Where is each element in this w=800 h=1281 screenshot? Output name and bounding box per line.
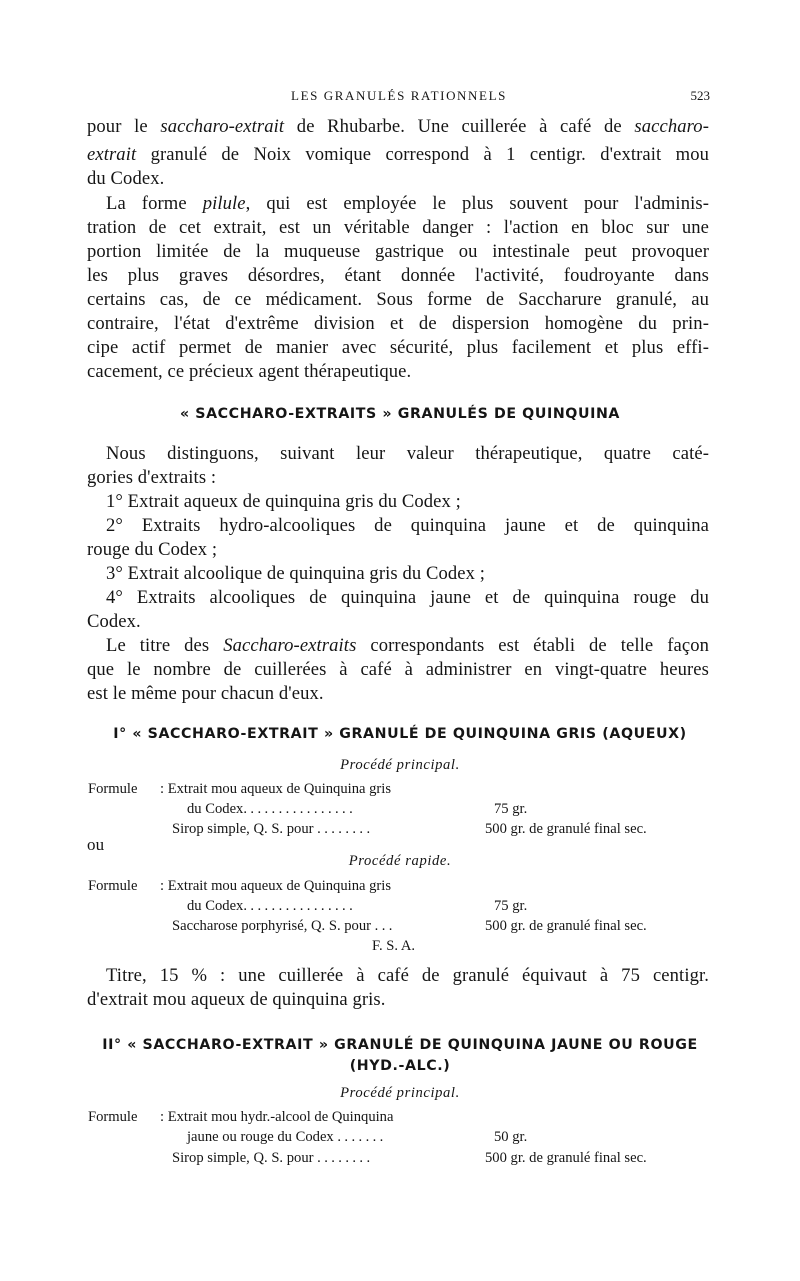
gris-titre-line-1: Titre, 15 % : une cuillerée à café de granulé équivaut à 75 centigr. [106,965,709,986]
ou-connector: ou [87,835,105,854]
category-item-1: 1° Extrait aqueux de quinquina gris du Codex ; [106,491,461,512]
gris-formula-1-line-1: : Extrait mou aqueux de Quinquina gris [160,781,392,797]
pilule-line-7: cipe actif permet de manier avec sécurité, plus facilement et plus effi- [87,337,709,358]
fsa-label: F. S. A. [372,938,416,954]
gris-formula-2-qty-1: 75 gr. [494,898,528,914]
jaune-heading-line-1: II° « SACCHARO-EXTRAIT » GRANULÉ DE QUINQUINA JAUNE OU ROUGE [102,1037,698,1053]
gris-formula-1-qty-2: 500 gr. de granulé final sec. [485,821,647,837]
gris-formula-1-line-3: Sirop simple, Q. S. pour ........ [172,821,374,837]
category-item-4a: 4° Extraits alcooliques de quinquina jaune et de quinquina rouge du [106,587,709,608]
jaune-formula-qty-1: 50 gr. [494,1129,528,1145]
pilule-line-2: tration de cet extrait, est un véritable danger : l'action en bloc sur une [87,217,709,238]
categories-line-1: Nous distinguons, suivant leur valeur thérapeutique, quatre caté- [106,443,709,464]
pilule-line-3: portion limitée de la muqueuse gastrique ou intestinale peut provoquer [87,241,709,262]
gris-formula-2-line-1: : Extrait mou aqueux de Quinquina gris [160,878,392,894]
gris-formule-label-1: Formule [88,781,138,797]
jaune-formula-line-1: : Extrait mou hydr.-alcool de Quinquina [160,1109,394,1125]
intro-line-3: du Codex. [87,168,165,189]
titre-line-1: Le titre des Saccharo-extraits correspondants est établi de telle façon [106,635,709,656]
gris-rapide-label: Procédé rapide. [348,853,452,869]
gris-principal-label: Procédé principal. [340,757,460,773]
pilule-line-5: certains cas, de ce médicament. Sous forme de Saccharure granulé, au [87,289,709,310]
gris-formule-label-2: Formule [88,878,138,894]
jaune-formula-line-2: jaune ou rouge du Codex ....... [187,1129,387,1145]
section-heading: « SACCHARO-EXTRAITS » GRANULÉS DE QUINQUINA [179,406,621,422]
category-item-2b: rouge du Codex ; [87,539,218,560]
gris-heading: I° « SACCHARO-EXTRAIT » GRANULÉ DE QUINQUINA GRIS (AQUEUX) [113,726,687,742]
page-header [88,88,710,110]
gris-titre-line-2: d'extrait mou aqueux de quinquina gris. [87,989,386,1010]
category-item-2a: 2° Extraits hydro-alcooliques de quinquina jaune et de quinquina [106,515,709,536]
pilule-line-4: les plus graves désordres, étant donnée l'activité, foudroyante dans [87,265,709,286]
gris-formula-1-line-2: du Codex................ [187,801,357,817]
jaune-formula-line-3: Sirop simple, Q. S. pour ........ [172,1150,374,1166]
gris-formula-2-qty-2: 500 gr. de granulé final sec. [485,918,647,934]
pilule-line-1: La forme pilule, qui est employée le plus souvent pour l'adminis- [106,193,709,214]
jaune-principal-label: Procédé principal. [340,1085,460,1101]
titre-line-2: que le nombre de cuillerées à café à administrer en vingt-quatre heures [87,659,709,680]
pilule-line-8: cacement, ce précieux agent thérapeutique. [87,361,412,382]
gris-formula-1-qty-1: 75 gr. [494,801,528,817]
intro-line-2: extrait granulé de Noix vomique correspond à 1 centigr. d'extrait mou [87,144,709,165]
jaune-heading-line-2: (HYD.-ALC.) [349,1058,451,1074]
page-number: 523 [690,88,710,103]
gris-formula-2-line-3: Saccharose porphyrisé, Q. S. pour ... [172,918,396,934]
categories-line-2: gories d'extraits : [87,467,217,488]
category-item-4b: Codex. [87,611,141,632]
jaune-formule-label: Formule [88,1109,138,1125]
pilule-line-6: contraire, l'état d'extrême division et de dispersion homogène du prin- [87,313,709,334]
category-item-3: 3° Extrait alcoolique de quinquina gris du Codex ; [106,563,486,584]
titre-line-3: est le même pour chacun d'eux. [87,683,324,704]
running-title: LES GRANULÉS RATIONNELS [291,88,507,103]
gris-formula-2-line-2: du Codex................ [187,898,357,914]
intro-line-1: pour le saccharo-extrait de Rhubarbe. Une cuillerée à café de saccharo- [87,116,709,137]
jaune-formula-qty-2: 500 gr. de granulé final sec. [485,1150,647,1166]
